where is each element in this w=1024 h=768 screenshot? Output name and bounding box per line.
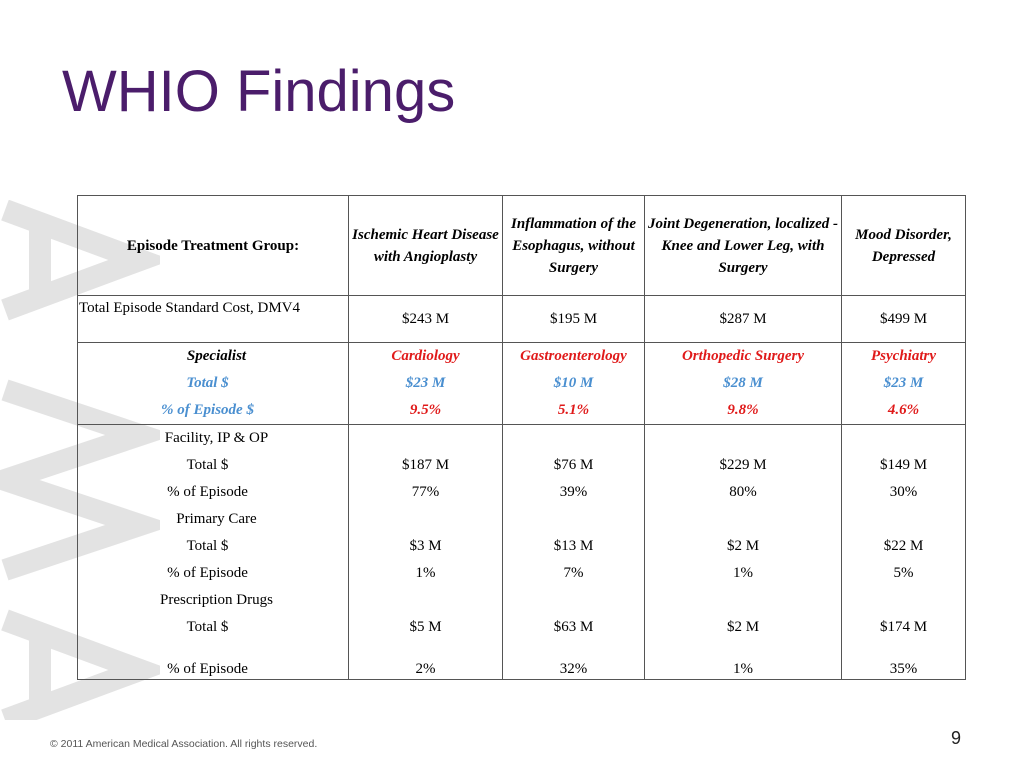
specialist-total-value: $28 M [645,370,842,397]
spacer-row [78,641,966,650]
specialty-name: Orthopedic Surgery [645,343,842,371]
facility-row [78,425,966,453]
facility-pct-row [78,479,966,506]
prescription-total-value: $63 M [503,614,645,641]
findings-table-container [77,195,966,680]
prescription-pct-value: 35% [842,650,966,680]
facility-pct-value: 30% [842,479,966,506]
specialist-total-value: $23 M [349,370,503,397]
primary-care-pct-row [78,560,966,587]
primary-care-pct-value: 5% [842,560,966,587]
primary-care-row [78,506,966,533]
primary-care-total-row [78,533,966,560]
prescription-total-row [78,614,966,641]
prescription-pct-label: % of Episode [78,650,349,680]
header-label: Episode Treatment Group: [78,196,349,296]
facility-total-value: $149 M [842,452,966,479]
facility-total-label: Total $ [78,452,349,479]
findings-table [77,195,966,680]
specialist-pct-value: 4.6% [842,397,966,425]
page-number: 9 [951,728,962,748]
specialty-name: Cardiology [349,343,503,371]
specialty-name: Gastroenterology [503,343,645,371]
total-cost-value: $195 M [503,296,645,343]
primary-care-pct-value: 7% [503,560,645,587]
primary-care-total-value: $2 M [645,533,842,560]
specialist-pct-value: 9.8% [645,397,842,425]
prescription-label: Prescription Drugs [78,587,349,614]
facility-total-value: $76 M [503,452,645,479]
primary-care-pct-value: 1% [349,560,503,587]
specialist-pct-value: 5.1% [503,397,645,425]
specialist-row [78,343,966,371]
specialty-name: Psychiatry [842,343,966,371]
copyright-footer: © 2011 American Medical Association. All rights reserved. [50,738,318,750]
facility-pct-value: 77% [349,479,503,506]
facility-total-value: $187 M [349,452,503,479]
prescription-total-value: $2 M [645,614,842,641]
header-column: Mood Disorder, Depressed [842,196,966,296]
specialist-total-row [78,370,966,397]
total-cost-value: $499 M [842,296,966,343]
total-cost-value: $287 M [645,296,842,343]
prescription-total-value: $5 M [349,614,503,641]
primary-care-total-label: Total $ [78,533,349,560]
primary-care-total-value: $13 M [503,533,645,560]
header-column: Joint Degeneration, localized - Knee and Lower Leg, with Surgery [645,196,842,296]
slide-title: WHIO Findings [62,59,456,124]
facility-pct-value: 80% [645,479,842,506]
facility-pct-value: 39% [503,479,645,506]
facility-total-value: $229 M [645,452,842,479]
prescription-pct-value: 1% [645,650,842,680]
prescription-total-value: $174 M [842,614,966,641]
specialist-total-label: Total $ [78,370,349,397]
total-cost-row [78,296,966,343]
total-cost-value: $243 M [349,296,503,343]
facility-pct-label: % of Episode [78,479,349,506]
facility-label: Facility, IP & OP [78,425,349,453]
specialist-pct-value: 9.5% [349,397,503,425]
total-cost-label: Total Episode Standard Cost, DMV4 [78,296,349,343]
specialist-pct-row [78,397,966,425]
prescription-total-label: Total $ [78,614,349,641]
header-column: Inflammation of the Esophagus, without Surgery [503,196,645,296]
facility-total-row [78,452,966,479]
prescription-pct-value: 32% [503,650,645,680]
specialist-total-value: $10 M [503,370,645,397]
header-column: Ischemic Heart Disease with Angioplasty [349,196,503,296]
specialist-pct-label: % of Episode $ [78,397,349,425]
primary-care-total-value: $3 M [349,533,503,560]
specialist-total-value: $23 M [842,370,966,397]
primary-care-pct-value: 1% [645,560,842,587]
prescription-pct-value: 2% [349,650,503,680]
primary-care-total-value: $22 M [842,533,966,560]
table-header-row [78,196,966,296]
specialist-label: Specialist [78,343,349,371]
prescription-pct-row [78,650,966,680]
primary-care-pct-label: % of Episode [78,560,349,587]
primary-care-label: Primary Care [78,506,349,533]
prescription-row [78,587,966,614]
